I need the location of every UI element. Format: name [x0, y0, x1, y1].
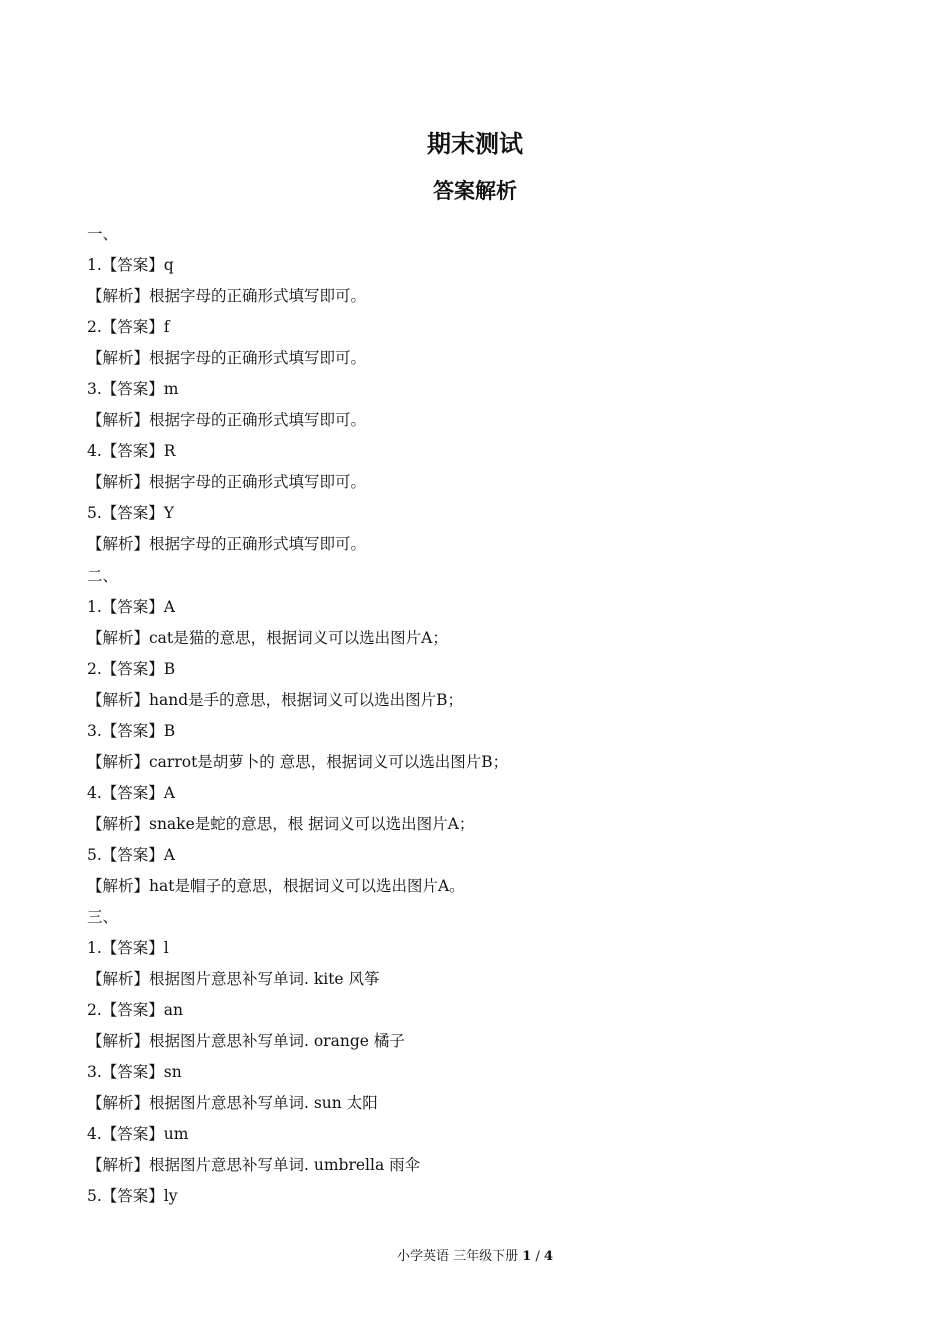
answer-line: 1.【答案】l [87, 939, 169, 958]
explanation-line: 【解析】根据字母的正确形式填写即可。 [87, 349, 367, 368]
explanation-line: 【解析】cat是猫的意思，根据词义可以选出图片A； [87, 628, 448, 647]
page-title: 期末测试 [427, 130, 523, 158]
page-number: 1 [522, 1249, 532, 1264]
explanation-line: 【解析】hand是手的意思，根据词义可以选出图片B； [87, 690, 464, 709]
page-separator: / [535, 1249, 540, 1264]
footer-text: 小学英语 三年级下册 [396, 1249, 519, 1264]
answer-line: 5.【答案】ly [87, 1187, 178, 1206]
answer-line: 2.【答案】f [87, 318, 170, 337]
explanation-line: 【解析】根据图片意思补写单词. orange 橘子 [87, 1032, 405, 1051]
explanation-line: 【解析】snake是蛇的意思，根 据词义可以选出图片A； [87, 814, 475, 833]
explanation-line: 【解析】carrot是胡萝卜的 意思，根据词义可以选出图片B； [87, 752, 509, 771]
explanation-line: 【解析】根据图片意思补写单词. sun 太阳 [87, 1094, 378, 1113]
answer-line: 4.【答案】um [87, 1125, 189, 1144]
answer-line: 1.【答案】A [87, 597, 175, 616]
explanation-line: 【解析】hat是帽子的意思，根据词义可以选出图片A。 [87, 876, 465, 895]
answer-line: 5.【答案】Y [87, 504, 175, 523]
page-subtitle: 答案解析 [433, 179, 517, 203]
explanation-line: 【解析】根据图片意思补写单词. kite 风筝 [87, 970, 380, 989]
page-total: 4 [543, 1249, 554, 1264]
answer-line: 5.【答案】A [87, 845, 175, 864]
answer-line: 1.【答案】q [87, 256, 174, 275]
answer-line: 2.【答案】an [87, 1001, 184, 1020]
section-heading-3: 三、 [87, 908, 119, 927]
explanation-line: 【解析】根据字母的正确形式填写即可。 [87, 535, 367, 554]
page-footer [0, 1245, 950, 1264]
answer-line: 4.【答案】A [87, 783, 175, 802]
answer-line: 4.【答案】R [87, 442, 176, 461]
answer-list [87, 219, 887, 1213]
answer-line: 3.【答案】B [87, 721, 176, 740]
explanation-line: 【解析】根据字母的正确形式填写即可。 [87, 287, 367, 306]
answer-line: 3.【答案】m [87, 380, 179, 399]
explanation-line: 【解析】根据字母的正确形式填写即可。 [87, 473, 367, 492]
answer-line: 3.【答案】sn [87, 1063, 182, 1082]
explanation-line: 【解析】根据图片意思补写单词. umbrella 雨伞 [87, 1156, 421, 1175]
explanation-line: 【解析】根据字母的正确形式填写即可。 [87, 411, 367, 430]
section-heading-2: 二、 [87, 566, 119, 585]
section-heading-1: 一、 [87, 225, 119, 243]
answer-line: 2.【答案】B [87, 659, 176, 678]
